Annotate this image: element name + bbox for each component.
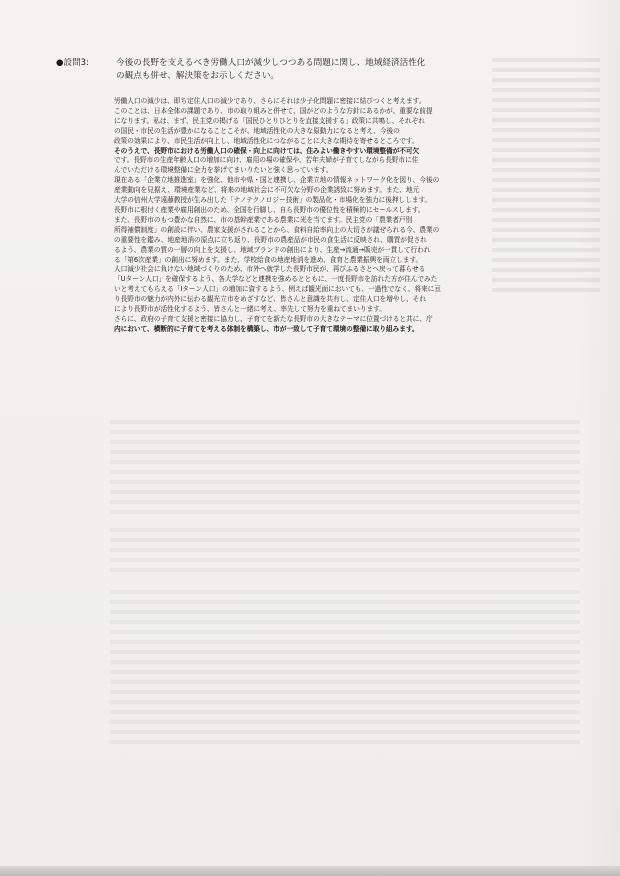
answer-line: そのうえで、長野市における労働人口の確保・向上に向けては、住みよい働きやすい環境整備が不可欠 [114, 146, 420, 155]
answer-line: るよう、農業の質の一層の向上を支援し、地域ブランドの創出により、生産→流通→販売が一貫して行われ [114, 245, 431, 254]
scanner-edge [0, 866, 620, 876]
answer-line: このことは、日本全体の課題であり、市の取り組みと併せて、国がどのような方針にあるかが、重要な前提 [114, 106, 433, 115]
answer-body [114, 97, 594, 335]
answer-line: により長野市が活性化するよう、皆さんと一緒に考え、率先して努力を重ねてまいります。 [114, 305, 386, 314]
answer-line: 内において、横断的に子育てを考える体制を構築し、市が一致して子育て環境の整備に取り組みます。 [114, 324, 419, 333]
answer-line: 政策の効果により、市民生活が向上し、地域活性化につながることに大きな期待を寄せるところです。 [114, 136, 419, 145]
answer-line: また、長野市のもつ豊かな自然に、市の基幹産業である農業に光を当てます。民主党の「農業者戸別 [114, 215, 413, 224]
question-label: ●設問3: [56, 58, 90, 68]
answer-line: り長野市の魅力が内外に伝わる観光立市をめざすなど、皆さんと意識を共有し、定住人口を増やし、それ [114, 295, 426, 304]
question-text [116, 57, 476, 83]
question-text-line: 今後の長野を支えるべき労働人口が減少しつつある問題に関し、地域経済活性化 [116, 58, 426, 68]
answer-line: です。長野市の生産年齢人口の増加に向け、雇用の場の確保や、若年夫婦が子育てしながら長野市に住 [114, 156, 419, 165]
answer-line: の国民・市民の生活が豊かになることこそが、地域活性化の大きな原動力になると考え、今後の [114, 126, 400, 135]
answer-line: 大学の信州大学遠藤教授が生み出した「ナノテクノロジー技術」の製品化・市場化を強力に後押しします。 [114, 196, 432, 205]
answer-line: 労働人口の減少は、即ち定住人口の減少であり、さらにそれは少子化問題に密接に結びつくと考えます。 [114, 97, 426, 105]
bleed-through-lower [110, 528, 580, 578]
answer-line: 現在ある「企業立地推進室」を強化、他市や県・国と連携し、企業立地の情報ネットワーク化を図り、今後の [114, 176, 440, 185]
answer-line: 長野市に根付く産業や雇用創出のため、全国を行脚し、自ら長野市の優位性を積極的にセールスします。 [114, 205, 425, 214]
answer-line: いと考えてもらえる「Iターン人口」の増加に資するよう、例えば観光面においても、一過性でなく、将来に亘 [114, 285, 441, 294]
answer-line: さらに、政府の子育て支援と密接に協力し、子育てを新たな長野市の大きなテーマに位置づけると共に、庁 [114, 314, 433, 323]
bleed-through-bottom [110, 590, 580, 748]
answer-line: 産業動向を見据え、環境産業など、将来の地域社会に不可欠な分野の企業誘致に努めます。また、地元 [114, 186, 420, 195]
question-text-line: の観点も併せ、解決策をお示しください。 [116, 71, 280, 81]
answer-line: になります。私は、まず、民主党の掲げる「国民ひとりひとりを直接支援する」政策に共鳴し、それぞれ [114, 116, 425, 125]
answer-line: の重要性を鑑み、地産地消の原点に立ち返り、長野市の農産品が市民の食生活に反映され、購買が促され [114, 235, 427, 244]
answer-line: 「Uターン人口」を確保するよう、各大学などと連携を強めるとともに、一度長野市を訪れた方が住んでみた [114, 275, 438, 284]
answer-line: 人口減少社会に負けない地域づくりのため、市外へ就学した長野市民が、再びふるさとへ戻って暮らせる [114, 265, 426, 274]
answer-line: んでいただける環境整備に全力を挙げてまいりたいと強く思っています。 [114, 166, 333, 175]
answer-line: る「第6次産業」の創出に努めます。また、学校給食の地産地消を進め、食育と農業振興を両立します。 [114, 255, 423, 264]
answer-line: 所得補償制度」の創設に伴い、農家支援がされることから、食料自給率向上の大切さが議ぜられる今、農業の [114, 225, 440, 234]
bleed-through-middle [110, 420, 580, 520]
